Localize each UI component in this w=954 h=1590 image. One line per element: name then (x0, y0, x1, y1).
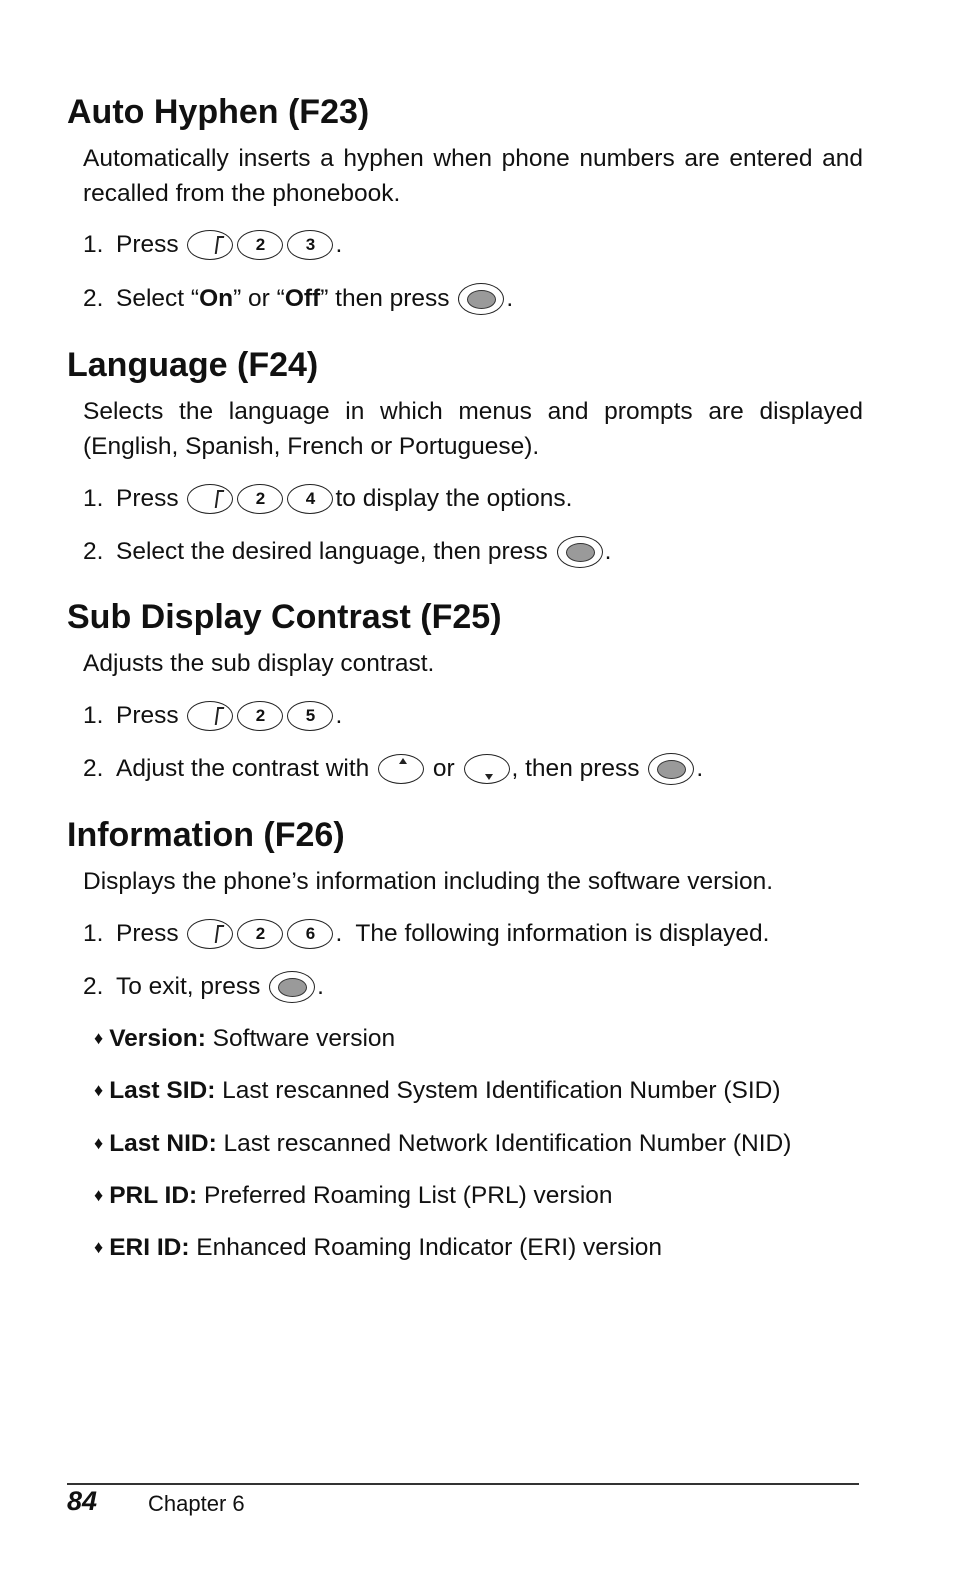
key-5-icon: 5 (287, 701, 333, 731)
bullet-text: Last rescanned System Identification Number (SID) (215, 1077, 781, 1104)
step-text-end: . The following information is displayed. (335, 920, 770, 947)
footer-divider (67, 1483, 859, 1485)
key-4-icon: 4 (287, 484, 333, 514)
section-description: Selects the language in which menus and prompts are displayed (English, Spanish, French or Portuguese). (83, 398, 863, 460)
step-number: 1. (83, 231, 104, 258)
step-item (83, 283, 513, 315)
step-text-end: . (604, 538, 612, 565)
step-text-end: . (335, 231, 343, 258)
step-text: , then press (511, 755, 640, 782)
chapter-label: Chapter 6 (148, 1491, 245, 1516)
bullet-label: ERI ID: (109, 1234, 190, 1261)
section-title-sub-display-contrast: Sub Display Contrast (F25) (67, 598, 502, 636)
function-key-icon (187, 230, 233, 260)
step-text-end: . (696, 755, 704, 782)
step-text-end: to display the options. (335, 485, 573, 512)
step-text: ” or “ (233, 285, 285, 312)
ok-key-icon (557, 536, 603, 568)
nav-down-key-icon (464, 754, 510, 784)
step-number: 2. (83, 973, 104, 1000)
diamond-bullet-icon: ♦ (94, 1185, 104, 1205)
step-text: ” then press (320, 285, 450, 312)
step-text: Press (116, 920, 179, 947)
bullet-label: PRL ID: (109, 1182, 198, 1209)
key-6-icon: 6 (287, 919, 333, 949)
step-text: Press (116, 231, 179, 258)
bullet-label: Last NID: (109, 1130, 217, 1157)
list-item (94, 1075, 780, 1106)
step-item (83, 701, 342, 731)
ok-key-icon (458, 283, 504, 315)
step-text: or (426, 755, 462, 782)
diamond-bullet-icon: ♦ (94, 1133, 104, 1153)
list-item (94, 1128, 791, 1159)
section-title-information: Information (F26) (67, 816, 345, 854)
list-item (94, 1180, 613, 1211)
ok-key-icon (269, 971, 315, 1003)
bullet-label: Version: (109, 1025, 206, 1052)
step-text-end: . (335, 702, 343, 729)
step-text: Select “ (116, 285, 200, 312)
step-number: 2. (83, 285, 104, 312)
list-item (94, 1023, 395, 1054)
diamond-bullet-icon: ♦ (94, 1080, 104, 1100)
ok-key-icon (648, 753, 694, 785)
diamond-bullet-icon: ♦ (94, 1237, 104, 1257)
step-text: Press (116, 702, 179, 729)
key-2-icon: 2 (237, 230, 283, 260)
section-title-language: Language (F24) (67, 346, 319, 384)
step-item (83, 753, 703, 785)
section-description: Automatically inserts a hyphen when phone numbers are entered and recalled from the phonebook. (83, 145, 863, 207)
function-key-icon (187, 919, 233, 949)
step-text: Press (116, 485, 179, 512)
option-off: Off (284, 285, 321, 312)
key-2-icon: 2 (237, 919, 283, 949)
bullet-text: Software version (205, 1025, 396, 1052)
step-text: Adjust the contrast with (116, 755, 370, 782)
step-item (83, 230, 342, 260)
nav-up-key-icon (378, 754, 424, 784)
step-number: 1. (83, 485, 104, 512)
key-2-icon: 2 (237, 484, 283, 514)
step-text: To exit, press (116, 973, 261, 1000)
step-number: 2. (83, 755, 104, 782)
function-key-icon (187, 701, 233, 731)
list-item (94, 1232, 662, 1263)
bullet-text: Enhanced Roaming Indicator (ERI) version (189, 1234, 663, 1261)
section-description: Adjusts the sub display contrast. (83, 650, 435, 677)
step-number: 2. (83, 538, 104, 565)
key-2-icon: 2 (237, 701, 283, 731)
step-text-end: . (317, 973, 324, 1000)
step-text: Select the desired language, then press (116, 538, 548, 565)
bullet-label: Last SID: (109, 1077, 216, 1104)
function-key-icon (187, 484, 233, 514)
page-number: 84 (67, 1486, 98, 1516)
diamond-bullet-icon: ♦ (94, 1028, 104, 1048)
step-item (83, 536, 611, 568)
key-3-icon: 3 (287, 230, 333, 260)
step-number: 1. (83, 702, 104, 729)
step-item (83, 971, 324, 1003)
step-item (83, 919, 769, 949)
step-text-end: . (506, 285, 514, 312)
section-description: Displays the phone’s information including the software version. (83, 868, 774, 895)
bullet-text: Preferred Roaming List (PRL) version (197, 1182, 613, 1209)
bullet-text: Last rescanned Network Identification Number (NID) (216, 1130, 792, 1157)
step-number: 1. (83, 920, 104, 947)
section-title-auto-hyphen: Auto Hyphen (F23) (67, 93, 370, 131)
option-on: On (199, 285, 234, 312)
step-item (83, 484, 572, 514)
